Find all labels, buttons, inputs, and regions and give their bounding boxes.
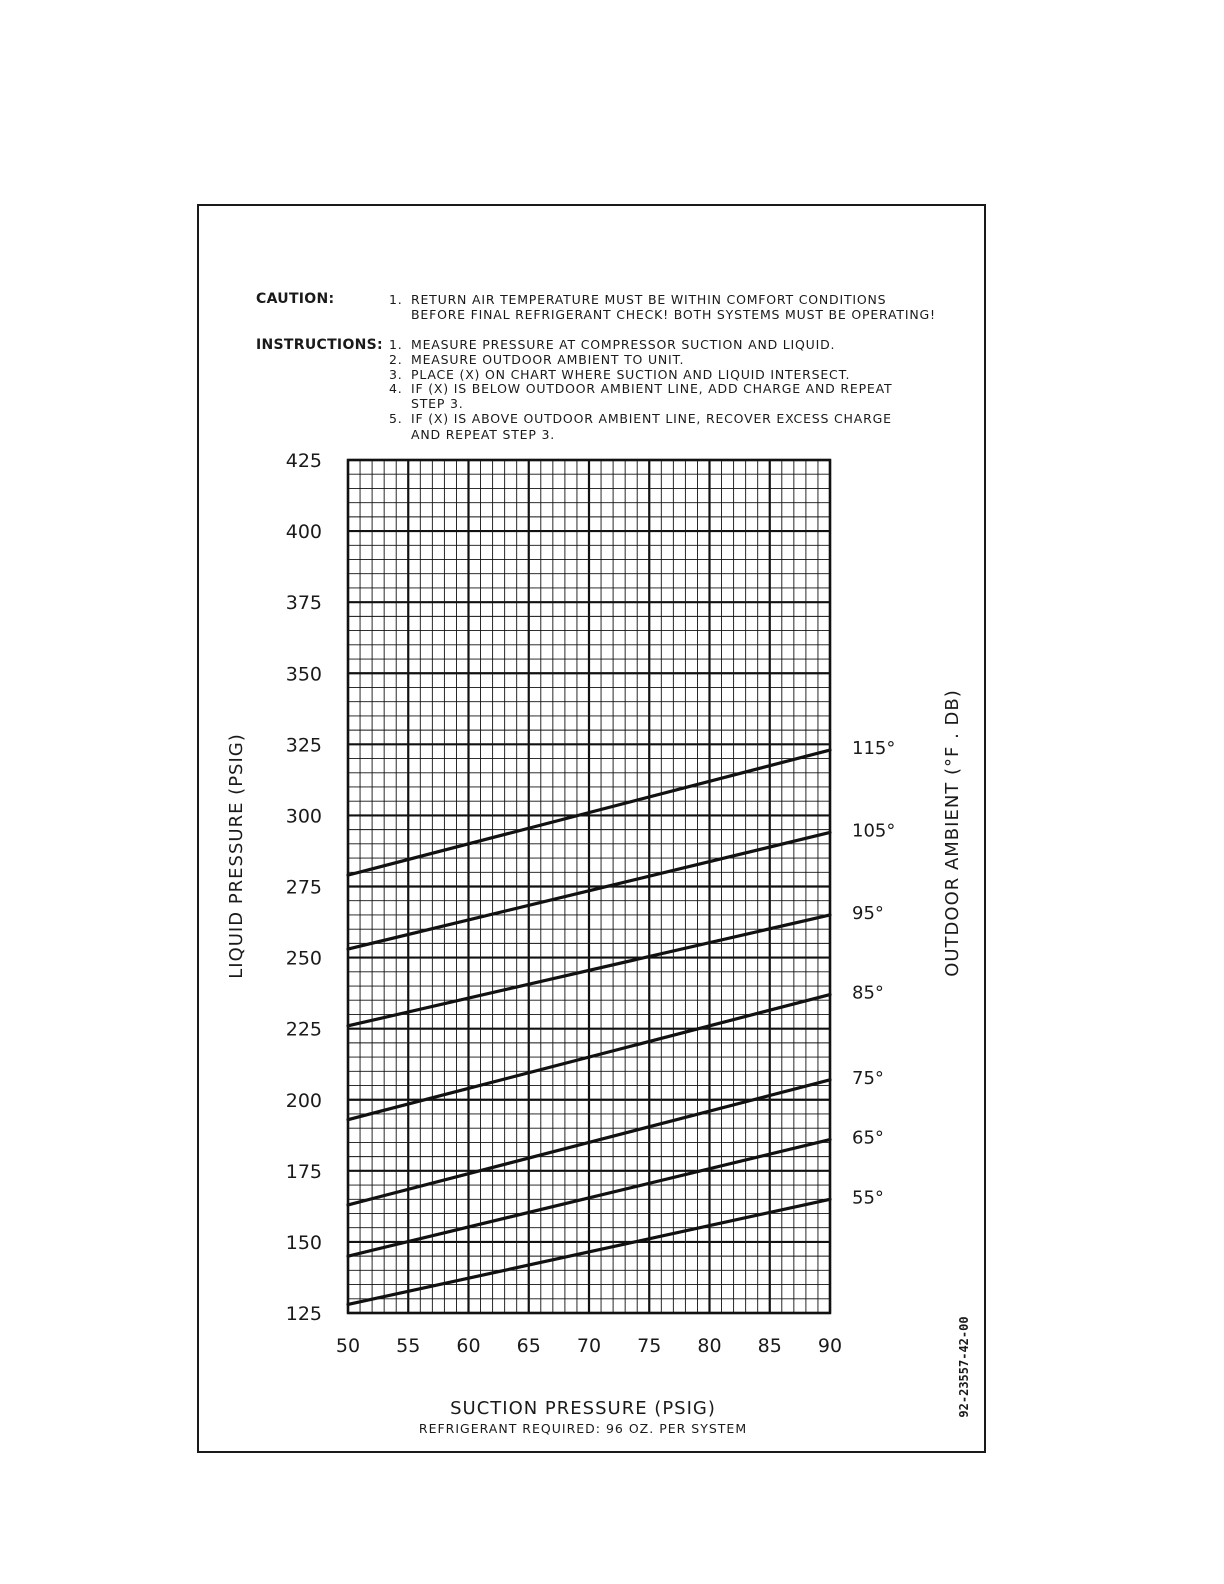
- x-tick-label: 65: [516, 1335, 541, 1357]
- instruction-line: AND REPEAT STEP 3.: [411, 427, 556, 442]
- x-tick-label: 55: [396, 1335, 421, 1357]
- y-tick-label: 125: [285, 1303, 322, 1325]
- x-tick-label: 85: [757, 1335, 782, 1357]
- x-tick-labels: [336, 1335, 842, 1357]
- caution-item-number: 1.: [389, 292, 403, 307]
- series-label: 65°: [852, 1127, 884, 1149]
- document-code: 92-23557-42-00: [957, 1316, 971, 1418]
- y-tick-label: 400: [285, 521, 322, 544]
- instruction-number: 2.: [389, 352, 403, 367]
- y-tick-labels: [286, 450, 322, 1325]
- series-label: 75°: [852, 1067, 884, 1089]
- y-tick-label: 425: [285, 450, 322, 472]
- caution-label: CAUTION:: [256, 291, 335, 307]
- instruction-number: 3.: [389, 367, 403, 382]
- y-tick-label: 275: [285, 876, 322, 899]
- instruction-line: STEP 3.: [411, 396, 464, 411]
- x-axis-label: SUCTION PRESSURE (PSIG): [450, 1398, 716, 1419]
- y-tick-label: 350: [285, 663, 322, 686]
- series-label: 115°: [852, 738, 896, 760]
- x-tick-label: 75: [637, 1335, 662, 1357]
- x-tick-label: 50: [335, 1335, 361, 1357]
- caution-item-line: BEFORE FINAL REFRIGERANT CHECK! BOTH SYSTEMS MUST BE OPERATING!: [411, 307, 936, 322]
- instruction-number: 5.: [389, 411, 403, 426]
- caution-item-line: RETURN AIR TEMPERATURE MUST BE WITHIN COMFORT CONDITIONS: [411, 292, 887, 307]
- y-tick-label: 200: [285, 1089, 322, 1112]
- y-tick-label: 150: [285, 1231, 322, 1254]
- y-tick-label: 300: [285, 805, 322, 828]
- x-tick-label: 70: [576, 1335, 602, 1357]
- instruction-number: 1.: [389, 337, 403, 352]
- y-axis-label: LIQUID PRESSURE (PSIG): [226, 733, 247, 979]
- instructions-label: INSTRUCTIONS:: [256, 337, 383, 353]
- y-tick-label: 375: [285, 592, 322, 615]
- series-label: 85°: [852, 982, 884, 1004]
- x-tick-label: 90: [817, 1335, 843, 1357]
- series-label: 105°: [852, 820, 896, 842]
- y-tick-label: 175: [285, 1160, 322, 1183]
- y-tick-label: 250: [285, 947, 322, 970]
- x-tick-label: 80: [697, 1335, 722, 1357]
- instruction-line: MEASURE PRESSURE AT COMPRESSOR SUCTION AND LIQUID.: [411, 337, 836, 352]
- instruction-line: IF (X) IS BELOW OUTDOOR AMBIENT LINE, ADD CHARGE AND REPEAT: [411, 381, 893, 396]
- y2-axis-label: OUTDOOR AMBIENT (°F . DB): [942, 689, 963, 977]
- instruction-line: IF (X) IS ABOVE OUTDOOR AMBIENT LINE, RECOVER EXCESS CHARGE: [411, 411, 892, 426]
- y-tick-label: 325: [285, 734, 322, 757]
- chart-subtitle: REFRIGERANT REQUIRED: 96 OZ. PER SYSTEM: [418, 1421, 748, 1436]
- x-tick-label: 60: [456, 1335, 481, 1357]
- y-tick-label: 225: [285, 1018, 322, 1041]
- series-label: 55°: [852, 1187, 884, 1209]
- series-labels: [852, 738, 895, 1208]
- instruction-line: MEASURE OUTDOOR AMBIENT TO UNIT.: [411, 352, 685, 367]
- instruction-line: PLACE (X) ON CHART WHERE SUCTION AND LIQUID INTERSECT.: [411, 367, 851, 382]
- instruction-number: 4.: [389, 381, 403, 396]
- series-label: 95°: [852, 902, 884, 924]
